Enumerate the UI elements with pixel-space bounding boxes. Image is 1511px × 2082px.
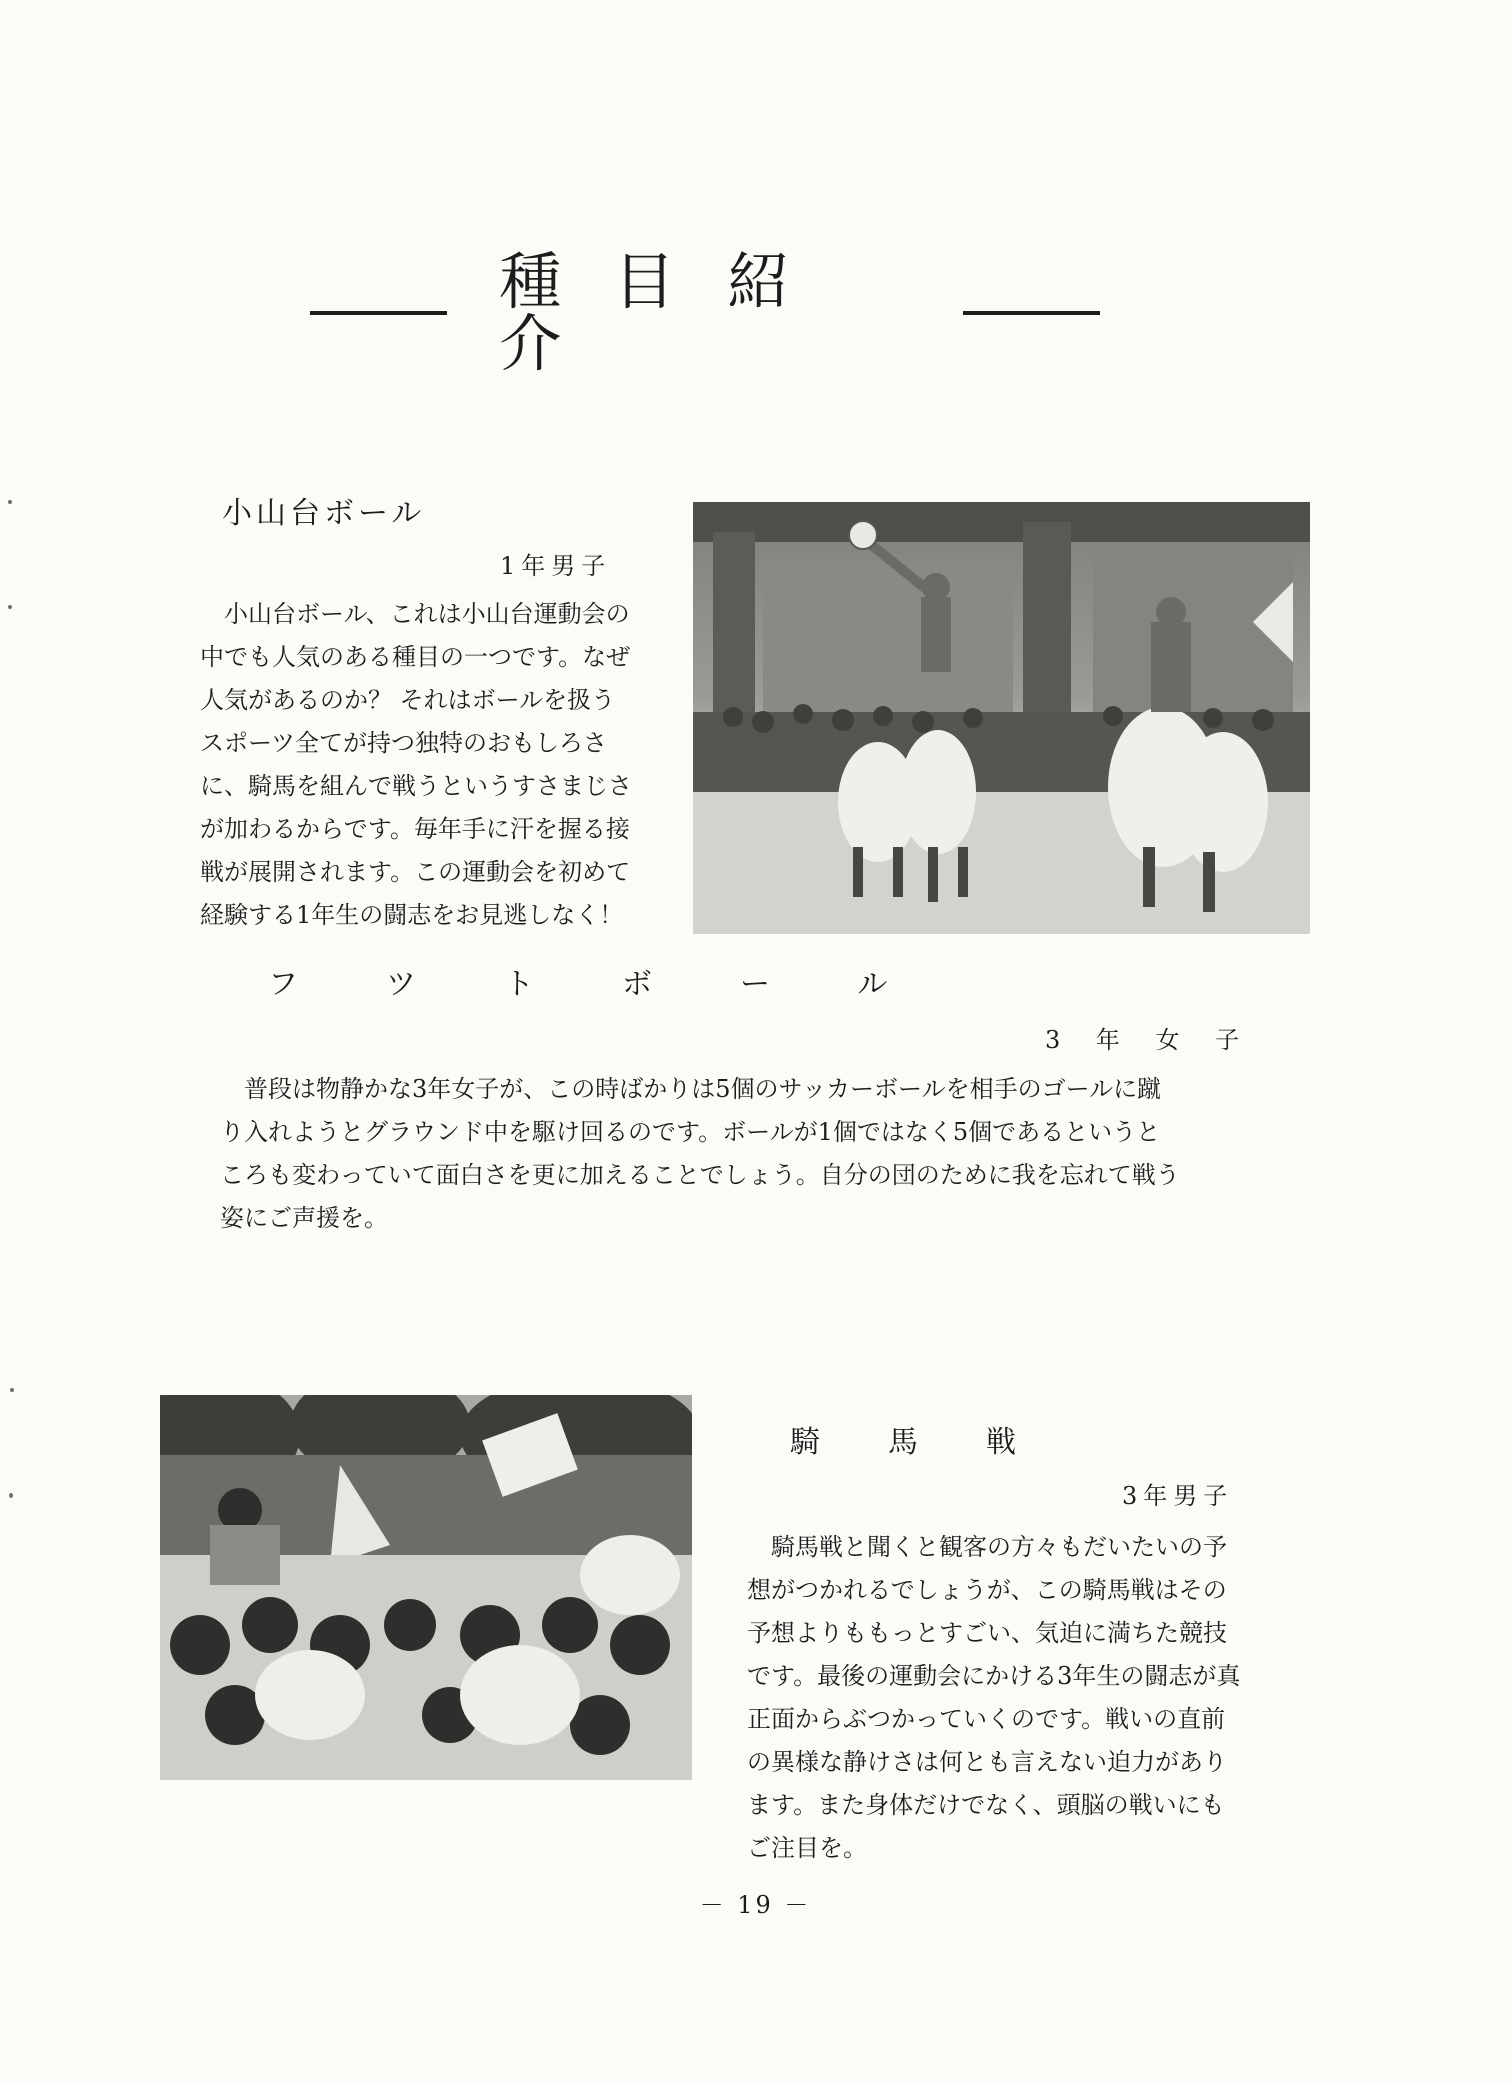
photo-kibasen [160, 1395, 692, 1780]
title-rule-left [310, 311, 447, 315]
section-heading-football: フツトボール [268, 967, 976, 1002]
scan-speck [8, 605, 12, 609]
page-title-row [310, 245, 1100, 380]
title-rule-right [963, 311, 1100, 315]
section-participants-kibasen: 3年男子 [1122, 1482, 1234, 1510]
scan-speck [9, 1493, 13, 1498]
section-heading-kibasen: 騎馬戦 [790, 1425, 1084, 1460]
photo-koyamadai-ball [693, 502, 1310, 934]
section-heading-koyamadai-ball: 小山台ボール [222, 496, 426, 531]
scan-speck [10, 1388, 14, 1392]
section-participants-koyamadai-ball: 1年男子 [500, 552, 612, 580]
section-body-kibasen: 騎馬戦と聞くと観客の方々もだいたいの予想がつかれるでしょうが、この騎馬戦はその予想よりももっとすごい、気迫に満ちた競技です。最後の運動会にかける3年生の闘志が真正面からぶつかっていくのです。戦いの直前の異様な静けさは何とも言えない迫力があります。また身体だけでなく、頭脳の戦いにもご注目を。 [747, 1533, 1241, 1862]
scan-speck [8, 500, 12, 504]
section-body-football: 普段は物静かな3年女子が、この時ばかりは5個のサッカーボールを相手のゴールに蹴り入れようとグラウンド中を駆け回るのです。ボールが1個ではなく5個であるというところも変わっていて面白さを更に加えることでしょう。自分の団のために我を忘れて戦う姿にご声援を。 [220, 1075, 1180, 1232]
page-number: － 19 － [699, 1891, 812, 1919]
section-participants-football: 3 年 女 子 [1045, 1026, 1254, 1054]
section-body-koyamadai-ball: 小山台ボール、これは小山台運動会の中でも人気のある種目の一つです。なぜ人気があるのか？ それはボールを扱うスポーツ全てが持つ独特のおもしろさに、騎馬を組んで戦うというすさまじさが加わるからです。毎年手に汗を握る接戦が展開されます。この運動会を初めて経験する1年生の闘志をお見逃しなく！ [200, 600, 632, 929]
page-title: 種目紹介 [499, 245, 842, 380]
